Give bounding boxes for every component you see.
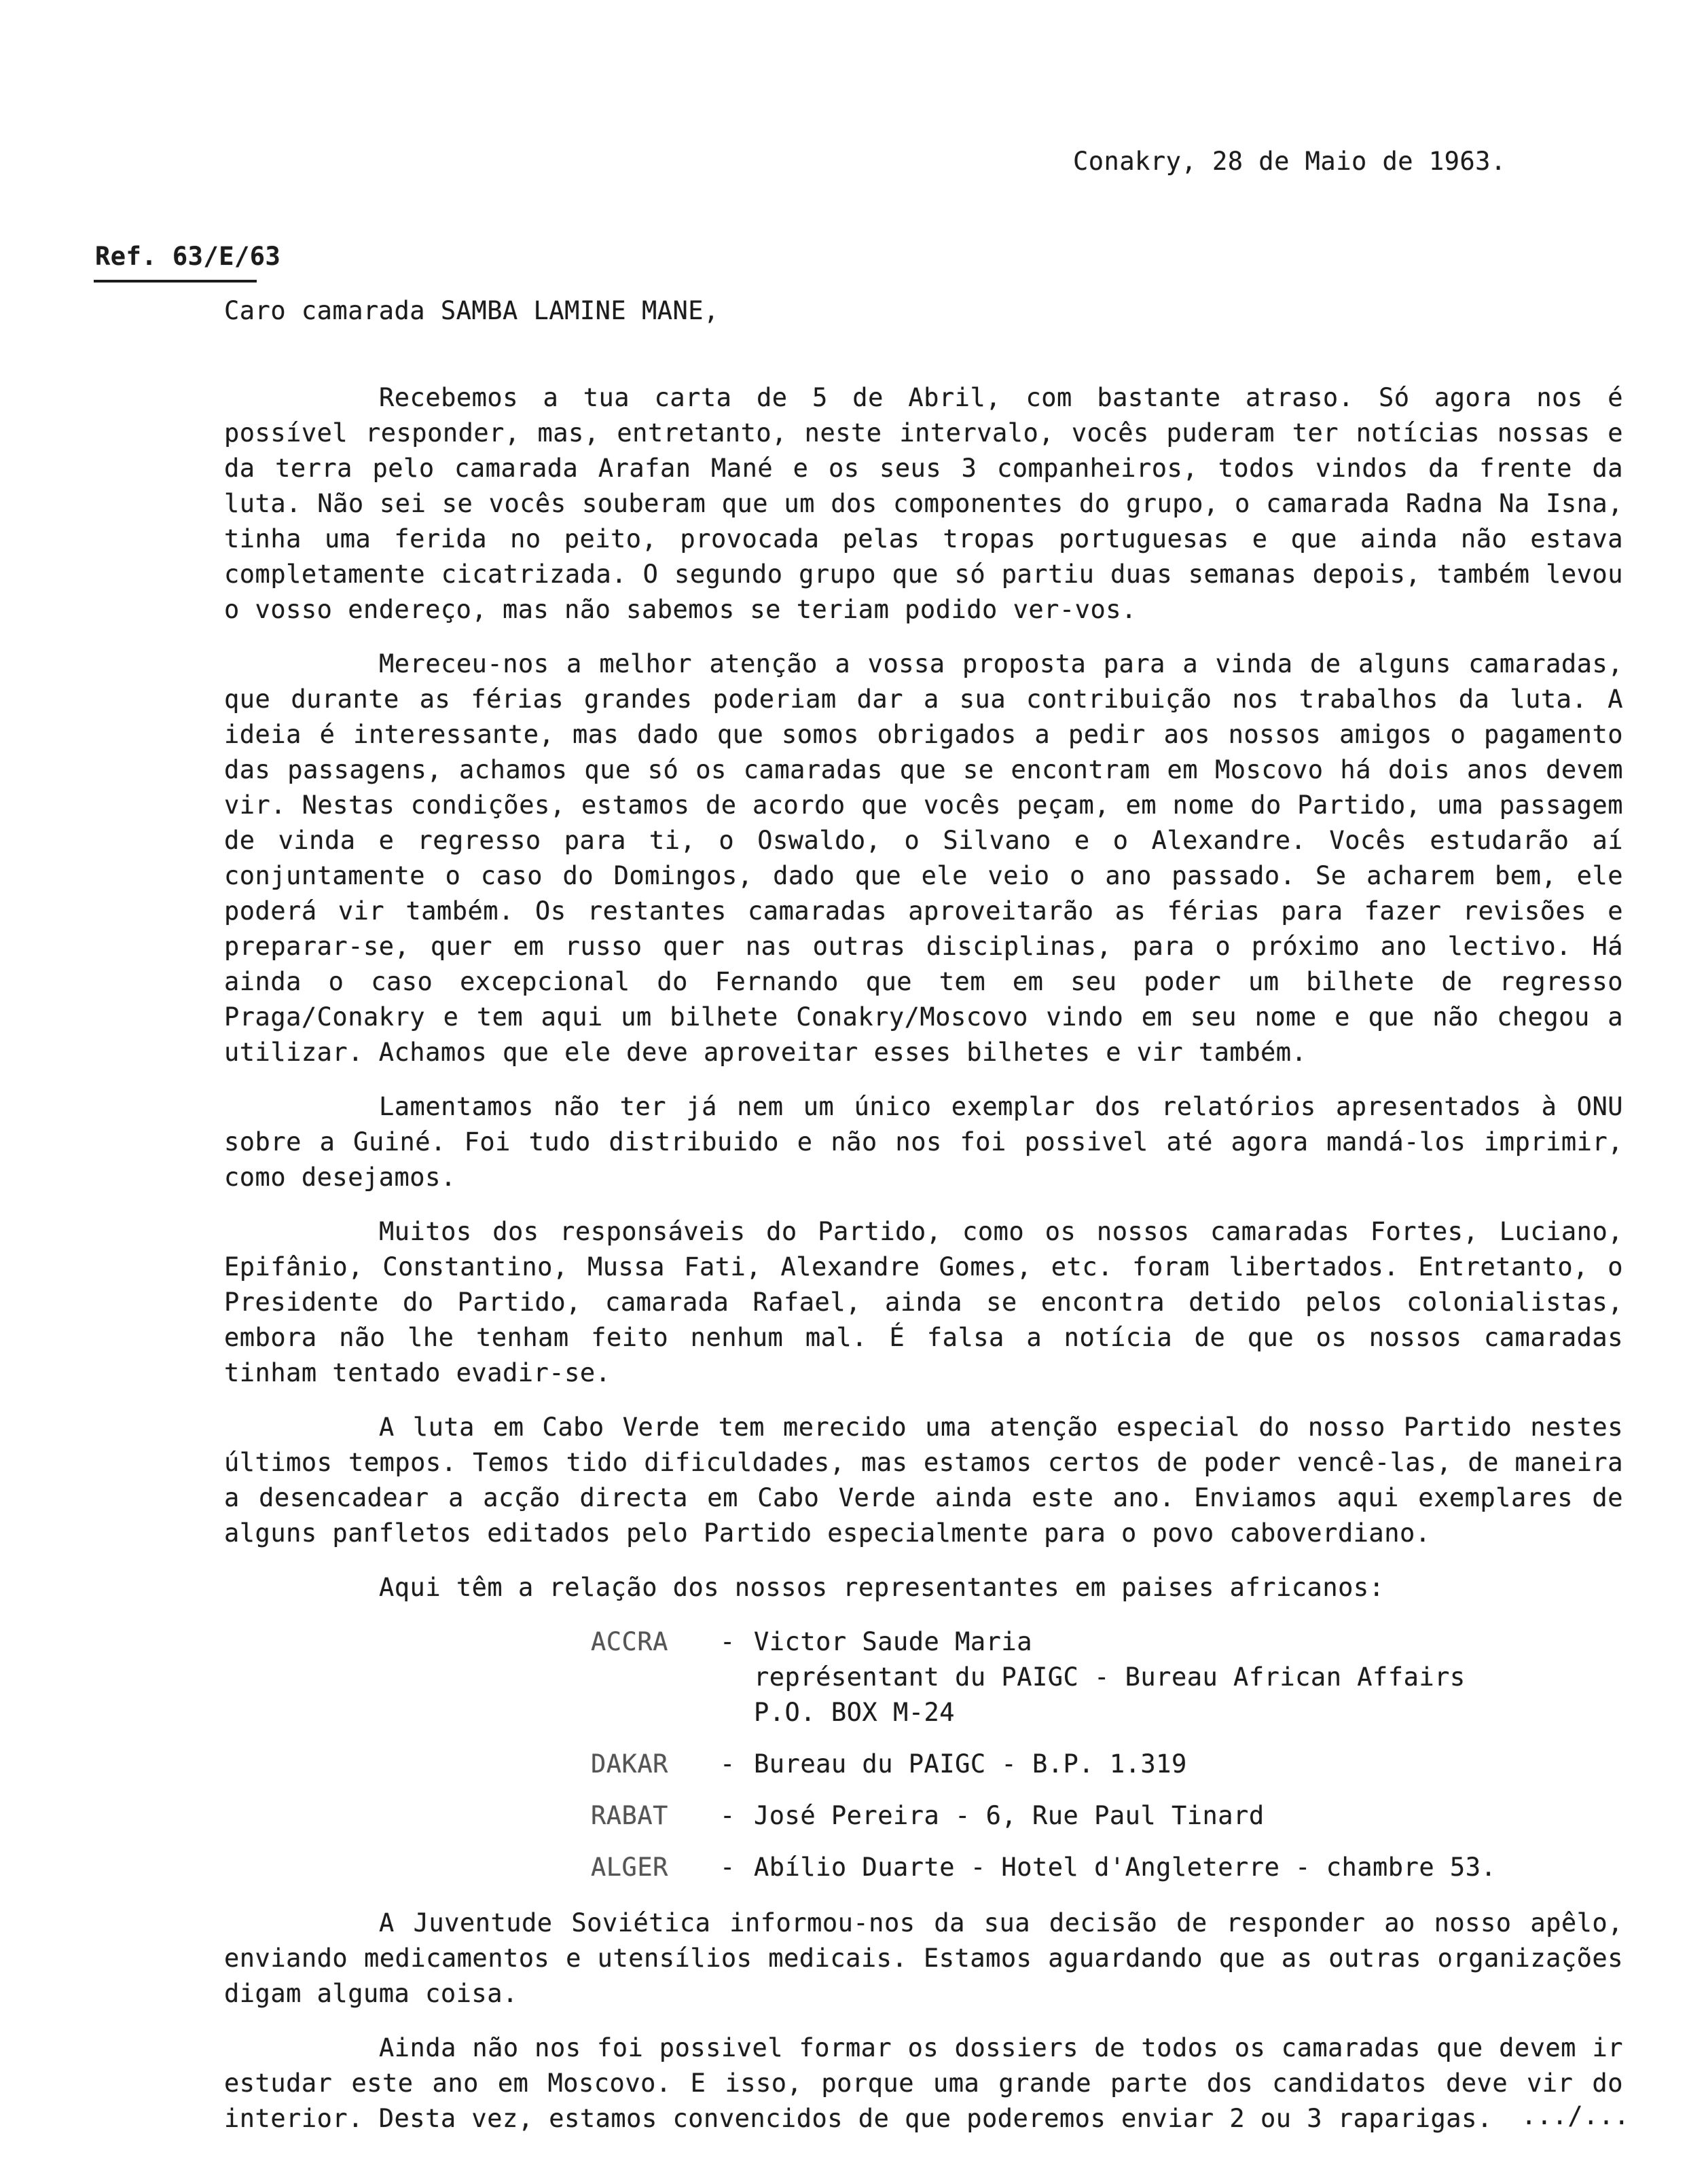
- representative-address: Bureau du PAIGC - B.P. 1.319: [754, 1749, 1187, 1779]
- paragraph-letter-received: Recebemos a tua carta de 5 de Abril, com bastante atraso. Só agora nos é possível responder, mas, entretanto, neste intervalo, vocês puderam ter notícias nossas e da terra pelo camarada Arafan Mané e os seus 3 companheiros, todos vindos da frente da luta. Não sei se vocês souberam que um dos componentes do grupo, o camarada Radna Na Isna, tinha uma ferida no peito, provocada pelas tropas portuguesas e que ainda não estava completamente cicatrizada. O segundo grupo que só partiu duas semanas depois, também levou o vosso endereço, mas não sabemos se teriam podido ver-vos.: [224, 383, 1623, 624]
- representative-city: ACCRA: [591, 1627, 668, 1656]
- representative-affiliation: représentant du PAIGC - Bureau African Affairs: [754, 1662, 1466, 1692]
- paragraph-reports: Lamentamos não ter já nem um único exemplar dos relatórios apresentados à ONU sobre a Guiné. Foi tudo distribuido e não nos foi possivel até agora mandá-los imprimir, como desejamos.: [224, 1092, 1623, 1192]
- paragraph-representatives-intro: Aqui têm a relação dos nossos representantes em paises africanos:: [379, 1573, 1385, 1602]
- paragraph-liberated-leaders: Muitos dos responsáveis do Partido, como os nossos camaradas Fortes, Luciano, Epifânio, Constantino, Mussa Fati, Alexandre Gomes, etc. foram libertados. Entretanto, o Presidente do Partido, camarada Rafael, ainda se encontra detido pelos colonialistas, embora não lhe tenham feito nenhum mal. É falsa a notícia de que os nossos camaradas tinham tentado evadir-se.: [224, 1217, 1623, 1387]
- representative-name: Victor Saude Maria: [754, 1627, 1032, 1656]
- representative-address: José Pereira - 6, Rue Paul Tinard: [754, 1801, 1265, 1830]
- representative-row: [591, 1798, 1677, 1834]
- salutation: Caro camarada SAMBA LAMINE MANE,: [224, 296, 719, 325]
- reference-number: Ref. 63/E/63: [95, 242, 281, 271]
- paragraph-vacation-proposal: Mereceu-nos a melhor atenção a vossa proposta para a vinda de alguns camaradas, que durante as férias grandes poderiam dar a sua contribuição nos trabalhos da luta. A ideia é interessante, mas dado que somos obrigados a pedir aos nossos amigos o pagamento das passagens, achamos que só os camaradas que se encontram em Moscovo há dois anos devem vir. Nestas condições, estamos de acordo que vocês peçam, em nome do Partido, uma passagem de vinda e regresso para ti, o Oswaldo, o Silvano e o Alexandre. Vocês estudarão aí conjuntamente o caso do Domingos, dado que ele veio o ano passado. Se acharem bem, ele poderá vir também. Os restantes camaradas aproveitarão as férias para fazer revisões e preparar-se, quer em russo quer nas outras disciplinas, para o próximo ano lectivo. Há ainda o caso excepcional do Fernando que tem em seu poder um bilhete de regresso Praga/Conakry e tem aqui um bilhete Conakry/Moscovo vindo em seu nome e que não chegou a utilizar. Achamos que ele deve aproveitar esses bilhetes e vir também.: [224, 649, 1623, 1067]
- representative-city: ALGER: [591, 1853, 668, 1882]
- paragraph-cabo-verde: A luta em Cabo Verde tem merecido uma atenção especial do nosso Partido nestes últimos tempos. Temos tido dificuldades, mas estamos certos de poder vencê-las, de maneira a desencadear a acção directa em Cabo Verde ainda este ano. Enviamos aqui exemplares de alguns panfletos editados pelo Partido especialmente para o povo caboverdiano.: [224, 1413, 1623, 1548]
- date-line: Conakry, 28 de Maio de 1963.: [1073, 147, 1506, 176]
- representative-row: [591, 1747, 1677, 1782]
- representative-row: [591, 1850, 1677, 1885]
- representative-details: [754, 1747, 1677, 1782]
- representative-row: [591, 1624, 1677, 1730]
- representative-address: Abílio Duarte - Hotel d'Angleterre - chambre 53.: [754, 1853, 1497, 1882]
- representative-details: [754, 1798, 1677, 1834]
- reference-underline: [94, 280, 257, 283]
- dash-separator: -: [720, 1801, 736, 1830]
- representative-city: RABAT: [591, 1801, 668, 1830]
- dash-separator: -: [720, 1853, 736, 1882]
- representative-details: [754, 1624, 1677, 1730]
- representatives-list: [591, 1624, 1677, 1885]
- letter-body: [224, 380, 1623, 2155]
- representative-address: P.O. BOX M-24: [754, 1698, 956, 1727]
- representative-city: DAKAR: [591, 1749, 668, 1779]
- representative-details: [754, 1850, 1677, 1885]
- dash-separator: -: [720, 1749, 736, 1779]
- dash-separator: -: [720, 1627, 736, 1656]
- paragraph-soviet-youth: A Juventude Soviética informou-nos da sua decisão de responder ao nosso apêlo, enviando medicamentos e utensílios medicais. Estamos aguardando que as outras organizações digam alguma coisa.: [224, 1908, 1623, 2008]
- continuation-mark: .../...: [1521, 2101, 1630, 2130]
- paragraph-student-dossiers: Ainda não nos foi possivel formar os dossiers de todos os camaradas que devem ir estudar este ano em Moscovo. E isso, porque uma grande parte dos candidatos deve vir do interior. Desta vez, estamos convencidos de que poderemos enviar 2 ou 3 raparigas.: [224, 2033, 1623, 2133]
